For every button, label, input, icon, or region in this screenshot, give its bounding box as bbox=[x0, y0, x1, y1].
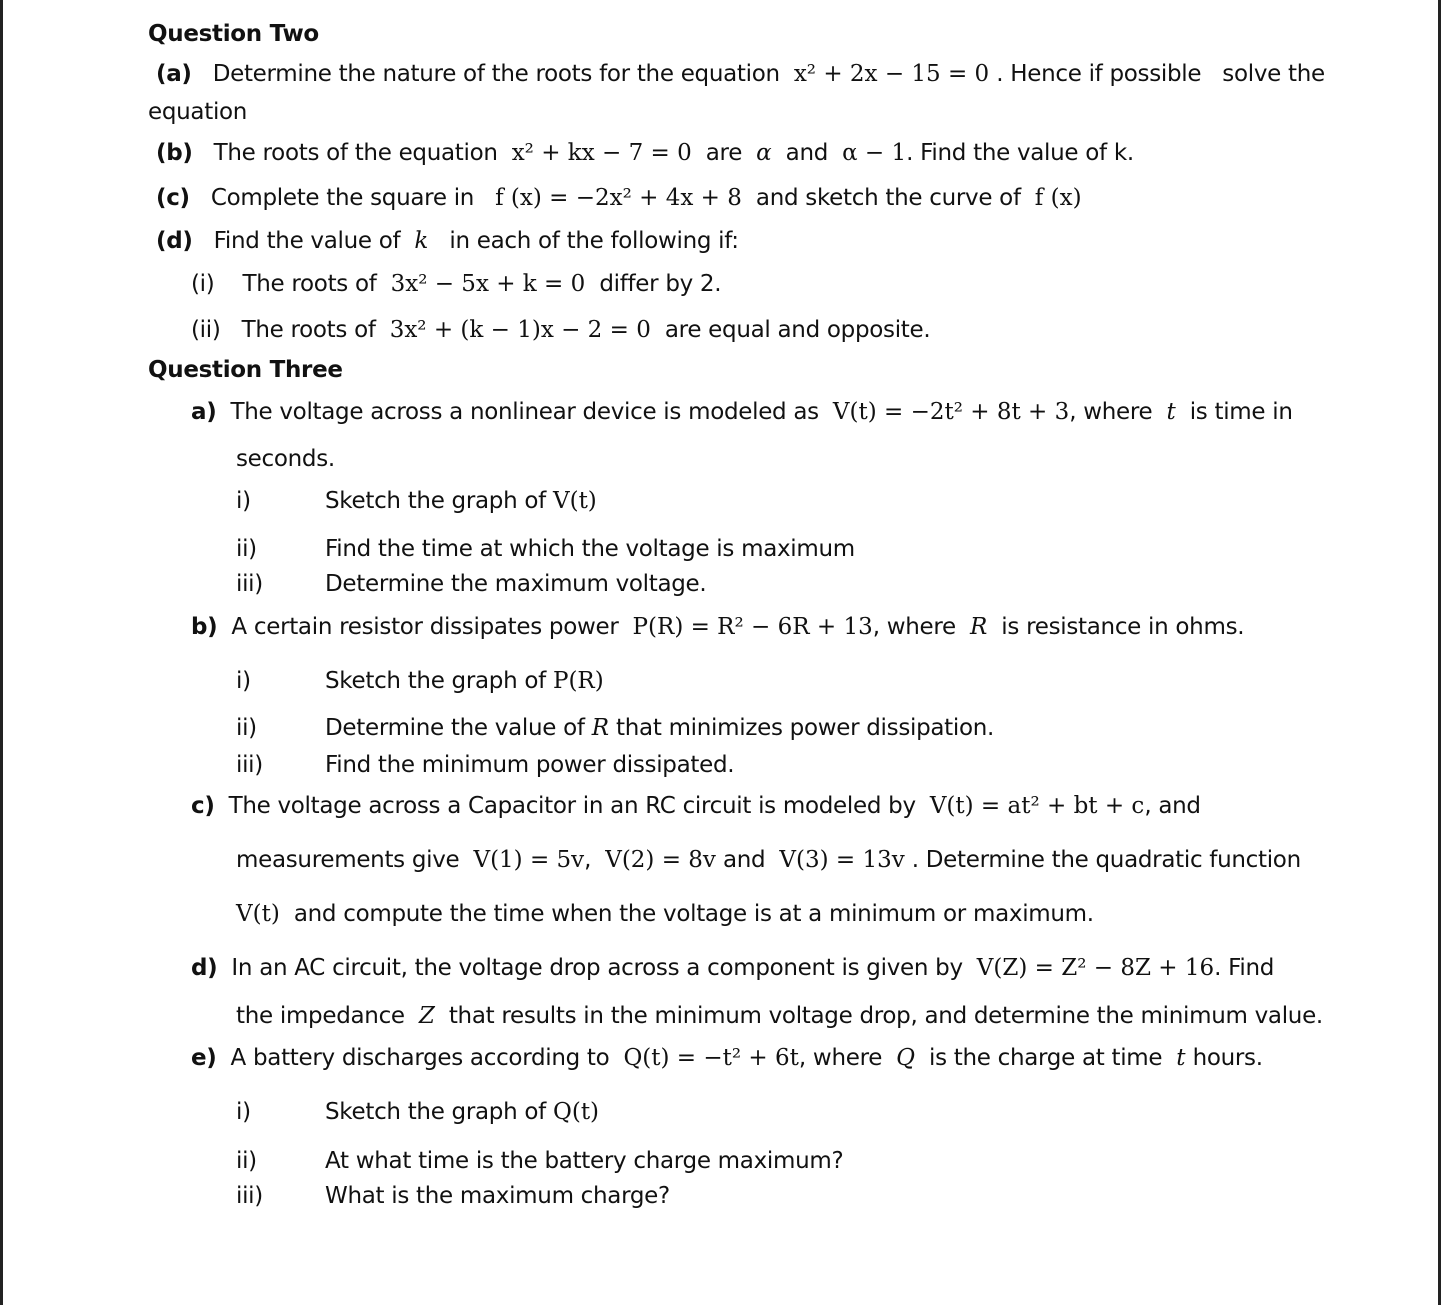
q2-a-label: (a) bbox=[156, 61, 192, 87]
q2-d-text1: Find the value of bbox=[213, 228, 401, 254]
q3-e-equation: Q(t) = −t² + 6t bbox=[623, 1045, 799, 1071]
q3-b-item-num: i) bbox=[236, 668, 251, 694]
q2-c-text2: and sketch the curve of bbox=[755, 185, 1021, 211]
q2-b-label: (b) bbox=[156, 140, 193, 166]
q3-a-item-num: i) bbox=[236, 488, 251, 514]
q3-b-ii-text: Determine the value of bbox=[325, 715, 585, 741]
q2-d-i-text1: The roots of bbox=[242, 271, 377, 297]
q3-b-label: b) bbox=[191, 614, 218, 640]
q3-b-text3: is resistance in ohms. bbox=[1001, 614, 1245, 640]
q3-c-equation: V(t) = at² + bt + c bbox=[929, 793, 1145, 819]
q3-b-item-text bbox=[325, 666, 604, 696]
q2-d-i bbox=[191, 269, 721, 299]
q2-b-text2: are bbox=[705, 140, 743, 166]
q2-a-equation: x² + 2x − 15 = 0 bbox=[793, 61, 990, 87]
q2-d-label: (d) bbox=[156, 228, 193, 254]
q3-b-item-text bbox=[325, 713, 994, 743]
q3-e-item-text bbox=[325, 1097, 599, 1127]
q3-c-eq-vt: V(t) bbox=[236, 901, 280, 927]
question-three-heading: Question Three bbox=[148, 357, 343, 383]
q3-c-text4: , bbox=[584, 847, 592, 873]
q3-a-text4: seconds. bbox=[236, 446, 335, 472]
q3-e-item-num: ii) bbox=[236, 1148, 257, 1174]
q3-d-label: d) bbox=[191, 955, 218, 981]
q3-e-t-var: t bbox=[1176, 1045, 1186, 1071]
q3-b-text1: A certain resistor dissipates power bbox=[231, 614, 619, 640]
q3-b-text2: , where bbox=[872, 614, 956, 640]
q3-part-c bbox=[191, 791, 1201, 821]
q3-e-text4: hours. bbox=[1192, 1045, 1263, 1071]
q3-a-text1: The voltage across a nonlinear device is modeled as bbox=[230, 399, 819, 425]
q2-b-alpha: α bbox=[756, 140, 772, 166]
q2-c-text1: Complete the square in bbox=[210, 185, 475, 211]
q3-b-ii-eq: R bbox=[591, 715, 610, 741]
q3-b-iii-text: Find the minimum power dissipated. bbox=[325, 752, 735, 778]
q3-e-text2: , where bbox=[798, 1045, 883, 1071]
q3-e-item-num: iii) bbox=[236, 1183, 263, 1209]
q3-a-iii-text: Determine the maximum voltage. bbox=[325, 571, 707, 597]
q3-d-text3: the impedance bbox=[236, 1003, 405, 1029]
q2-d-ii-label: (ii) bbox=[191, 317, 221, 343]
q3-d-z-var: Z bbox=[418, 1003, 435, 1029]
q3-c-line2 bbox=[236, 845, 1301, 875]
q3-a-equation: V(t) = −2t² + 8t + 3 bbox=[832, 399, 1070, 425]
q3-b-ii-text2: that minimizes power dissipation. bbox=[616, 715, 995, 741]
q3-e-text1: A battery discharges according to bbox=[230, 1045, 610, 1071]
q2-b-text4: . Find the value of k. bbox=[906, 140, 1134, 166]
q2-a-text3: equation bbox=[148, 99, 248, 125]
q3-b-r-var: R bbox=[969, 614, 988, 640]
q3-b-i-eq: P(R) bbox=[552, 668, 604, 694]
q3-b-item-num: iii) bbox=[236, 752, 263, 778]
q2-d-text2: in each of the following if: bbox=[449, 228, 739, 254]
q3-c-eq-v1: V(1) = 5v bbox=[473, 847, 585, 873]
q3-e-i-text: Sketch the graph of bbox=[325, 1099, 546, 1125]
q3-c-text7: and compute the time when the voltage is at a minimum or maximum. bbox=[293, 901, 1094, 927]
q3-c-eq-v2: V(2) = 8v bbox=[605, 847, 716, 873]
q3-e-i-eq: Q(t) bbox=[552, 1099, 600, 1125]
q2-d-ii bbox=[191, 315, 930, 345]
q2-c-label: (c) bbox=[156, 185, 190, 211]
q3-a-i-text: Sketch the graph of bbox=[325, 488, 546, 514]
q3-c-text2: , and bbox=[1144, 793, 1201, 819]
q2-b-equation: x² + kx − 7 = 0 bbox=[511, 140, 692, 166]
q3-b-i-text: Sketch the graph of bbox=[325, 668, 546, 694]
q2-a-text1: Determine the nature of the roots for the equation bbox=[212, 61, 780, 87]
q3-d-equation: V(Z) = Z² − 8Z + 16 bbox=[976, 955, 1215, 981]
q2-d-ii-text1: The roots of bbox=[241, 317, 376, 343]
q2-c-equation: f (x) = −2x² + 4x + 8 bbox=[495, 185, 742, 211]
q3-c-text5: and bbox=[722, 847, 766, 873]
q3-e-ii-text: At what time is the battery charge maximum? bbox=[325, 1148, 844, 1174]
q2-b-alpha-minus-one: α − 1 bbox=[842, 140, 907, 166]
q2-part-b bbox=[156, 138, 1134, 168]
q3-c-eq-v3: V(3) = 13v bbox=[779, 847, 905, 873]
q2-d-i-label: (i) bbox=[191, 271, 215, 297]
q3-a-item-num: iii) bbox=[236, 571, 263, 597]
q3-d-text2: . Find bbox=[1214, 955, 1275, 981]
q3-d-line2 bbox=[236, 1001, 1323, 1031]
q3-c-text6: . Determine the quadratic function bbox=[911, 847, 1301, 873]
q3-c-text3: measurements give bbox=[236, 847, 460, 873]
q3-part-d bbox=[191, 953, 1274, 983]
q2-d-i-equation: 3x² − 5x + k = 0 bbox=[390, 271, 586, 297]
q2-c-function: f (x) bbox=[1034, 185, 1082, 211]
q3-e-iii-text: What is the maximum charge? bbox=[325, 1183, 670, 1209]
q3-e-item-num: i) bbox=[236, 1099, 251, 1125]
q3-a-t-var: t bbox=[1166, 399, 1176, 425]
q3-e-q-var: Q bbox=[896, 1045, 915, 1071]
page-left-edge bbox=[0, 0, 3, 1305]
question-two-heading: Question Two bbox=[148, 21, 319, 47]
q3-d-text4: that results in the minimum voltage drop, and determine the minimum value. bbox=[448, 1003, 1323, 1029]
q2-d-i-text2: differ by 2. bbox=[599, 271, 722, 297]
q3-a-item-text bbox=[325, 486, 597, 516]
q3-a-text2: , where bbox=[1069, 399, 1153, 425]
q3-b-item-num: ii) bbox=[236, 715, 257, 741]
q3-a-ii-text: Find the time at which the voltage is maximum bbox=[325, 536, 855, 562]
q3-a-label: a) bbox=[191, 399, 217, 425]
q3-e-label: e) bbox=[191, 1045, 217, 1071]
q3-c-text1: The voltage across a Capacitor in an RC circuit is modeled by bbox=[228, 793, 916, 819]
q2-d-ii-text2: are equal and opposite. bbox=[664, 317, 931, 343]
q3-part-a bbox=[191, 397, 1293, 427]
q2-b-text1: The roots of the equation bbox=[213, 140, 498, 166]
q2-d-k: k bbox=[414, 228, 429, 254]
q3-b-equation: P(R) = R² − 6R + 13 bbox=[632, 614, 873, 640]
q3-part-b bbox=[191, 612, 1244, 642]
q2-part-c bbox=[156, 183, 1082, 213]
q3-e-text3: is the charge at time bbox=[929, 1045, 1163, 1071]
q2-a-text2: . Hence if possible solve the bbox=[996, 61, 1325, 87]
q3-part-e bbox=[191, 1043, 1263, 1073]
q3-d-text1: In an AC circuit, the voltage drop across a component is given by bbox=[231, 955, 963, 981]
q3-a-i-eq: V(t) bbox=[552, 488, 597, 514]
q3-c-label: c) bbox=[191, 793, 215, 819]
q3-a-text3: is time in bbox=[1189, 399, 1293, 425]
q2-part-a bbox=[156, 59, 1325, 89]
q2-d-ii-equation: 3x² + (k − 1)x − 2 = 0 bbox=[389, 317, 651, 343]
q2-part-d bbox=[156, 226, 739, 256]
q2-b-text3: and bbox=[785, 140, 829, 166]
q3-c-line3 bbox=[236, 899, 1094, 929]
q3-a-item-num: ii) bbox=[236, 536, 257, 562]
